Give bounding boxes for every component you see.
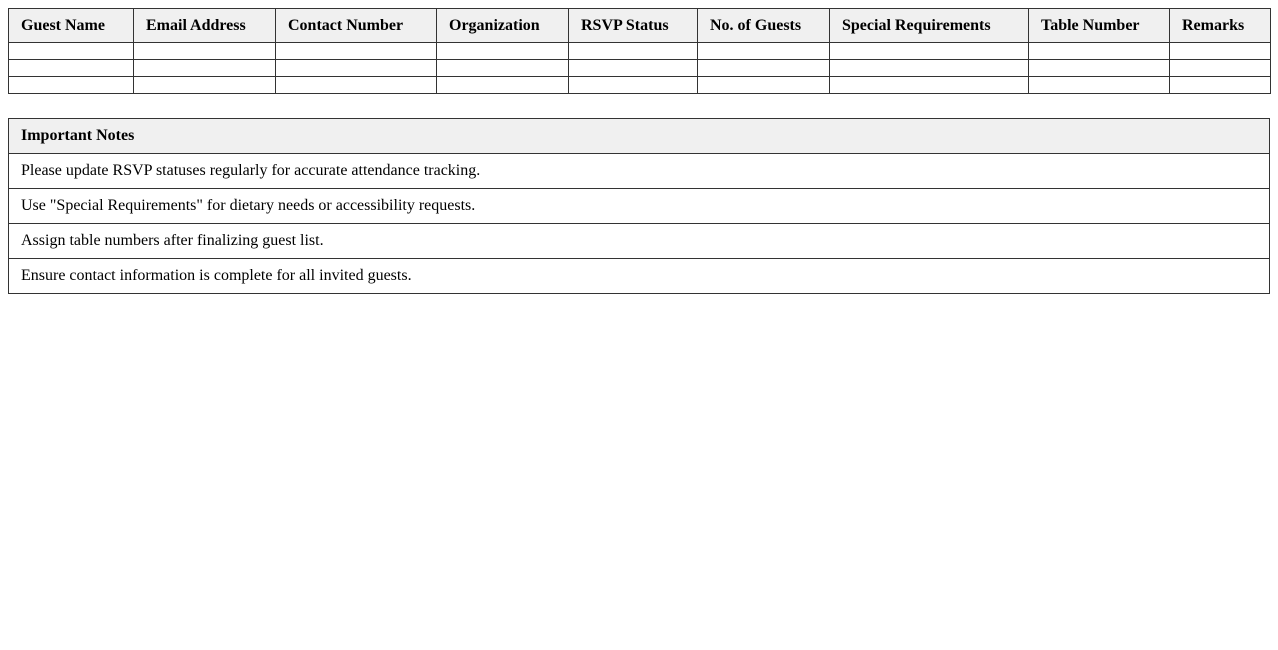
important-notes-table (8, 118, 1270, 294)
table-cell[interactable] (134, 77, 276, 94)
table-cell[interactable] (276, 77, 437, 94)
table-row (9, 43, 1271, 60)
table-cell[interactable] (1170, 60, 1271, 77)
table-cell[interactable] (569, 43, 698, 60)
table-cell[interactable] (9, 77, 134, 94)
column-header-rsvp-status: RSVP Status (569, 9, 698, 43)
note-row (9, 259, 1270, 294)
notes-header-row (9, 119, 1270, 154)
table-cell[interactable] (1170, 77, 1271, 94)
table-cell[interactable] (134, 60, 276, 77)
note-row (9, 154, 1270, 189)
table-cell[interactable] (698, 60, 830, 77)
column-header-table-number: Table Number (1029, 9, 1170, 43)
guest-list-table (8, 8, 1271, 94)
document-body (8, 8, 1270, 294)
table-cell[interactable] (9, 43, 134, 60)
column-header-special-requirements: Special Requirements (830, 9, 1029, 43)
note-row (9, 224, 1270, 259)
note-item: Ensure contact information is complete for all invited guests. (9, 259, 1270, 294)
table-header-row (9, 9, 1271, 43)
column-header-contact-number: Contact Number (276, 9, 437, 43)
table-cell[interactable] (437, 77, 569, 94)
table-row (9, 60, 1271, 77)
table-cell[interactable] (276, 43, 437, 60)
table-cell[interactable] (437, 60, 569, 77)
note-item: Use "Special Requirements" for dietary needs or accessibility requests. (9, 189, 1270, 224)
table-cell[interactable] (276, 60, 437, 77)
notes-title: Important Notes (9, 119, 1270, 154)
table-cell[interactable] (698, 77, 830, 94)
column-header-number-of-guests: No. of Guests (698, 9, 830, 43)
table-cell[interactable] (1170, 43, 1271, 60)
column-header-organization: Organization (437, 9, 569, 43)
column-header-guest-name: Guest Name (9, 9, 134, 43)
column-header-email-address: Email Address (134, 9, 276, 43)
table-cell[interactable] (9, 60, 134, 77)
note-row (9, 189, 1270, 224)
table-cell[interactable] (437, 43, 569, 60)
table-cell[interactable] (1029, 77, 1170, 94)
table-cell[interactable] (569, 77, 698, 94)
column-header-remarks: Remarks (1170, 9, 1271, 43)
table-cell[interactable] (134, 43, 276, 60)
table-cell[interactable] (569, 60, 698, 77)
table-cell[interactable] (830, 77, 1029, 94)
table-cell[interactable] (1029, 60, 1170, 77)
table-cell[interactable] (1029, 43, 1170, 60)
table-cell[interactable] (830, 60, 1029, 77)
note-item: Please update RSVP statuses regularly for accurate attendance tracking. (9, 154, 1270, 189)
note-item: Assign table numbers after finalizing guest list. (9, 224, 1270, 259)
table-cell[interactable] (830, 43, 1029, 60)
table-cell[interactable] (698, 43, 830, 60)
table-row (9, 77, 1271, 94)
